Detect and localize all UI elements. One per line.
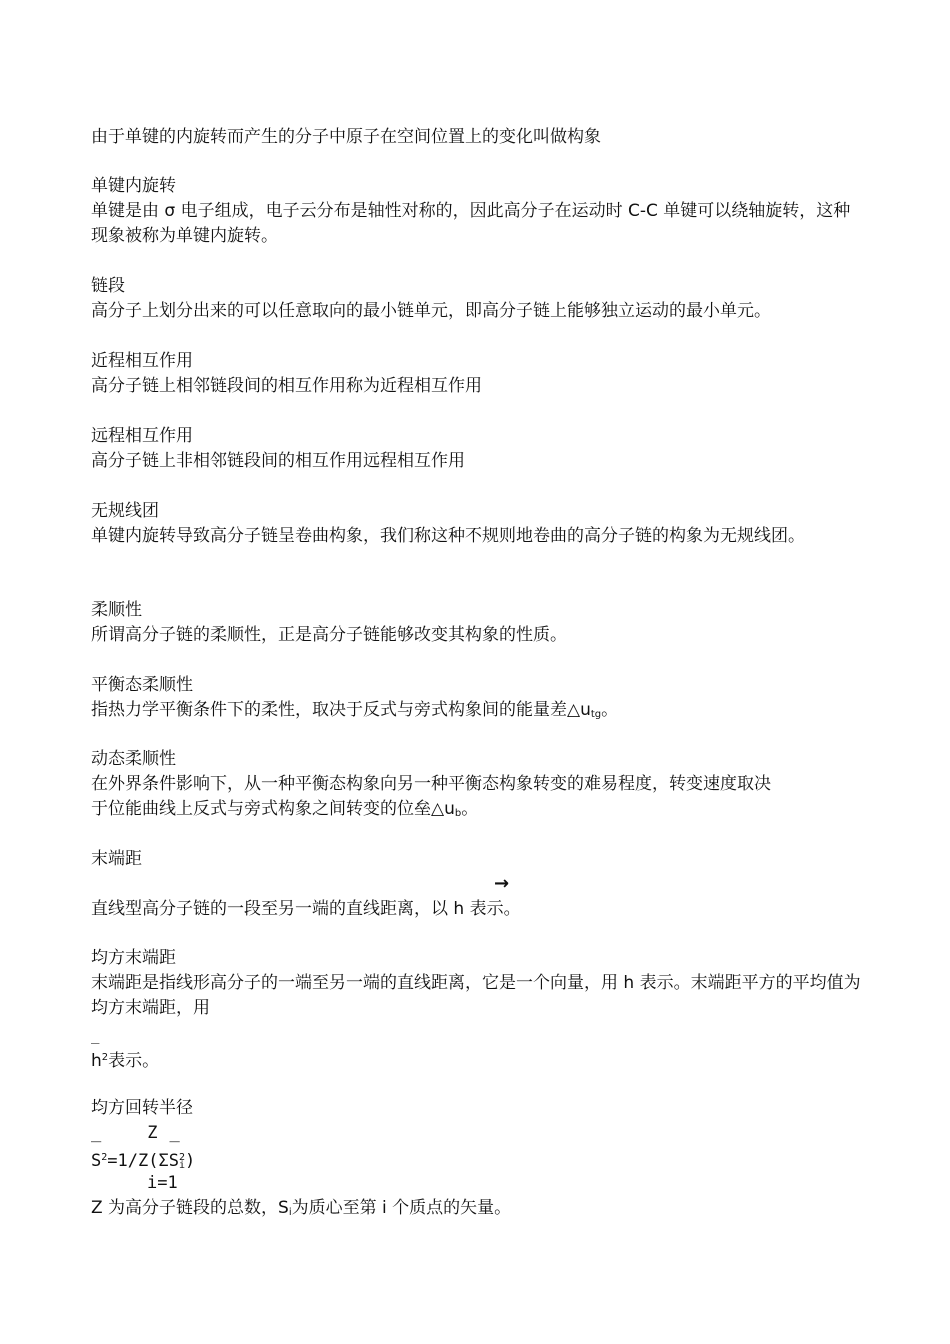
formula-gyration: $S^2=1/Z(\Sigma S^2_i)$ <box>91 1151 196 1171</box>
text-random-coil: 单键内旋转导致高分子链呈卷曲构象，我们称这种不规则地卷曲的高分子链的构象为无规线团。 <box>91 526 805 546</box>
intro-text: 由于单键的内旋转而产生的分子中原子在空间位置上的变化叫做构象 <box>91 127 601 147</box>
heading-short-range: 近程相互作用 <box>91 351 193 371</box>
h-bar-mark: _ <box>91 1028 100 1044</box>
heading-flexibility: 柔顺性 <box>91 600 142 620</box>
si-bar-mark: _ <box>169 1123 180 1143</box>
text-end-to-end-distance: 直线型高分子链的一段至另一端的直线距离，以 h 表示。 <box>91 899 521 919</box>
formula-upper-row <box>91 1121 180 1145</box>
text-equilibrium-flexibility: 指热力学平衡条件下的柔性，取决于反式与旁式构象间的能量差$\triangle u_{tg}$。 <box>91 700 619 720</box>
heading-chain-segment: 链段 <box>91 276 125 296</box>
text-mean-square-end-distance: 末端距是指线形高分子的一端至另一端的直线距离，它是一个向量，用 h 表示。末端距平方的平均值为均方末端距，用 <box>91 973 861 1018</box>
heading-random-coil: 无规线团 <box>91 501 159 521</box>
heading-mean-square-end-distance: 均方末端距 <box>91 948 176 968</box>
vector-arrow-icon: → <box>494 873 510 894</box>
text-radius-of-gyration: Z 为高分子链段的总数，$S_i$为质心至第 i 个质点的矢量。 <box>91 1198 512 1218</box>
heading-end-to-end-distance: 末端距 <box>91 849 142 869</box>
sum-lower-limit: i=1 <box>147 1173 178 1193</box>
text-h-squared: $h^2$表示。 <box>91 1051 160 1071</box>
text-chain-segment: 高分子上划分出来的可以任意取向的最小链单元，即高分子链上能够独立运动的最小单元。 <box>91 301 771 321</box>
heading-dynamic-flexibility: 动态柔顺性 <box>91 749 176 769</box>
text-dynamic-flexibility-line2: 于位能曲线上反式与旁式构象之间转变的位垒$\triangle u_b$。 <box>91 799 479 819</box>
sum-upper-limit: Z <box>147 1123 158 1143</box>
text-flexibility: 所谓高分子链的柔顺性，正是高分子链能够改变其构象的性质。 <box>91 625 567 645</box>
text-long-range: 高分子链上非相邻链段间的相互作用远程相互作用 <box>91 451 465 471</box>
s-bar-mark: _ <box>91 1123 102 1143</box>
heading-equilibrium-flexibility: 平衡态柔顺性 <box>91 675 193 695</box>
text-dynamic-flexibility-line1: 在外界条件影响下，从一种平衡态构象向另一种平衡态构象转变的难易程度，转变速度取决 <box>91 774 771 794</box>
text-short-range: 高分子链上相邻链段间的相互作用称为近程相互作用 <box>91 376 482 396</box>
heading-radius-of-gyration: 均方回转半径 <box>91 1098 193 1118</box>
heading-long-range: 远程相互作用 <box>91 426 193 446</box>
heading-single-bond-rotation: 单键内旋转 <box>91 176 176 196</box>
text-single-bond-rotation: 单键是由 σ 电子组成，电子云分布是轴性对称的，因此高分子在运动时 C-C 单键可以绕轴旋转，这种现象被称为单键内旋转。 <box>91 201 851 246</box>
